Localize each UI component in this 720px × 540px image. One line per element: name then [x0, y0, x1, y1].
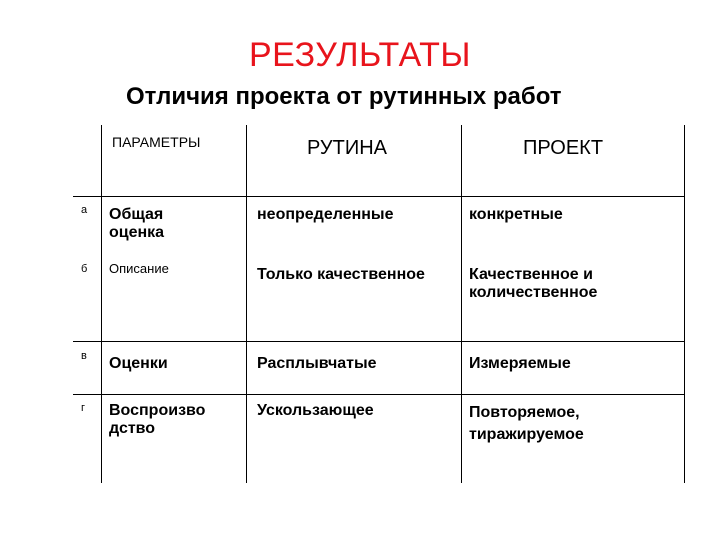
row-marker: а	[81, 204, 88, 216]
table-divider-horizontal	[73, 341, 684, 342]
project-cell: Измеряемые	[469, 355, 571, 372]
parameter-cell: Оценки	[109, 355, 168, 372]
table-divider-vertical	[101, 125, 102, 483]
parameter-cell: Воспроизво дство	[109, 402, 206, 438]
routine-cell: Ускользающее	[257, 402, 374, 419]
table-divider-horizontal	[73, 196, 684, 197]
routine-cell: Расплывчатые	[257, 355, 377, 372]
project-cell: Повторяемое, тиражируемое	[469, 404, 584, 444]
parameter-cell: Общая оценка	[109, 206, 165, 242]
slide-subtitle: Отличия проекта от рутинных работ	[126, 83, 562, 110]
table-divider-vertical	[461, 125, 462, 483]
project-cell: Качественное и количественное	[469, 266, 598, 302]
column-header-routine: РУТИНА	[307, 137, 387, 159]
slide-title: РЕЗУЛЬТАТЫ	[249, 36, 471, 74]
routine-cell: неопределенные	[257, 206, 394, 223]
project-cell: конкретные	[469, 206, 563, 223]
row-marker: б	[81, 263, 88, 275]
parameter-cell: Описание	[109, 261, 169, 276]
table-divider-vertical	[246, 125, 247, 483]
table-divider-vertical	[684, 125, 685, 483]
table-divider-horizontal	[73, 394, 684, 395]
column-header-project: ПРОЕКТ	[523, 137, 604, 159]
row-marker: г	[81, 402, 86, 414]
column-header-parameters: ПАРАМЕТРЫ	[112, 134, 201, 150]
routine-cell: Только качественное	[257, 266, 425, 283]
row-marker: в	[81, 350, 87, 362]
